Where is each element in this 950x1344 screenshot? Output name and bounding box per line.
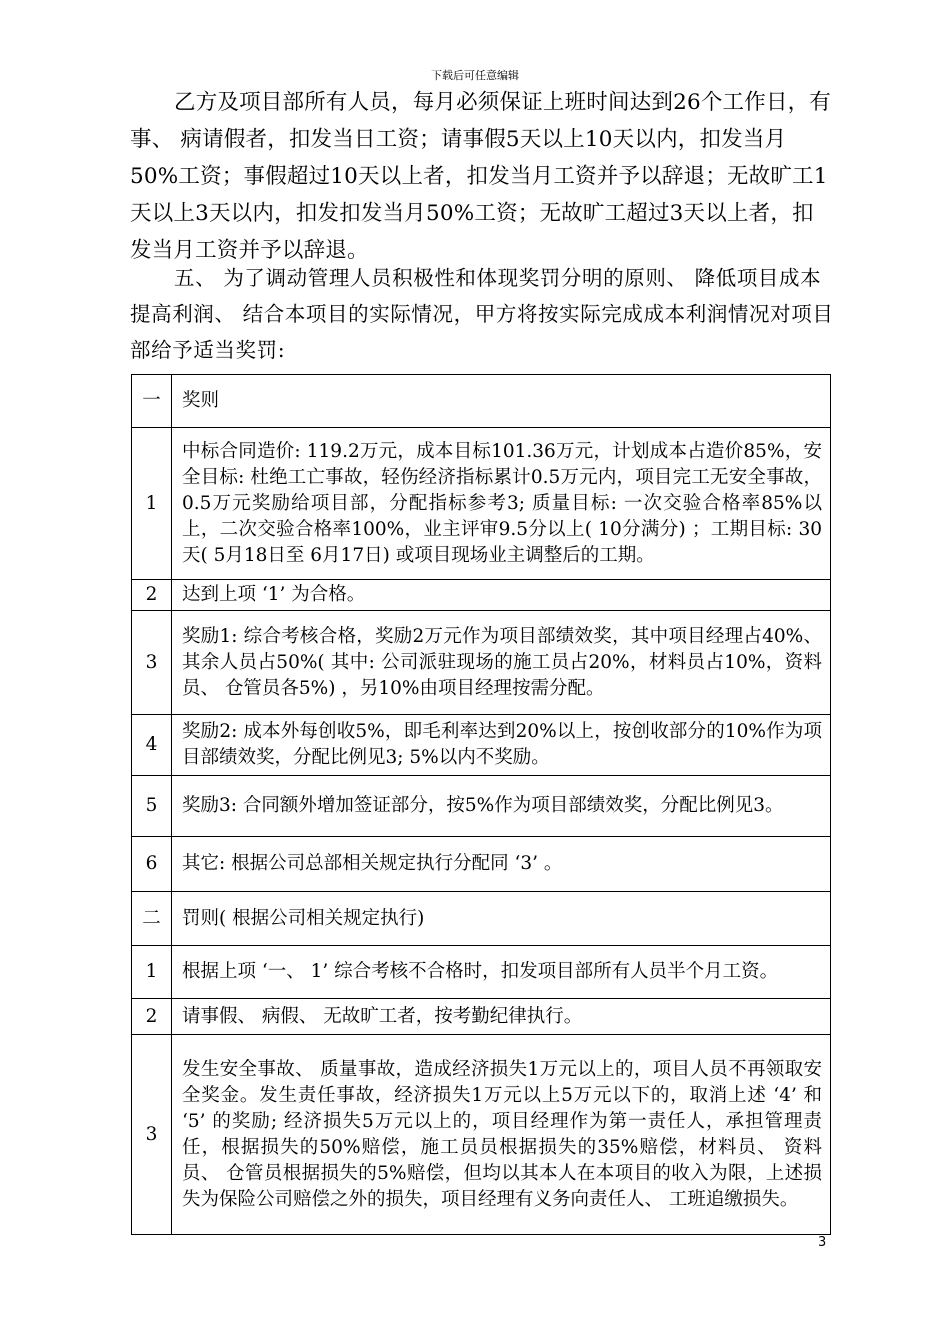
row-text: 达到上项 ‘1’ 为合格。 (172, 580, 831, 611)
table-row (132, 1035, 831, 1235)
row-number: 2 (132, 999, 172, 1035)
table-row (132, 580, 831, 611)
row-number: 3 (132, 611, 172, 715)
row-number: 1 (132, 946, 172, 999)
row-text: 发生安全事故、 质量事故，造成经济损失1万元以上的，项目人员不再领取安全奖金。发生责任事故，经济损失1万元以上5万元以下的，取消上述 ‘4’ 和 ‘5’ 的奖励; 经济损失5万元以上的，项目经理作为第一责任人，承担管理责任，根据损失的50%赔偿，施工员员根据损失的35%赔偿，材料员、 资料员、 仓管员根据损失的5%赔偿，但均以其本人在本项目的收入为限，上述损失为保险公司赔偿之外的损失，项目经理有义务向责任人、 工班追缴损失。 (172, 1035, 831, 1235)
table-row (132, 892, 831, 946)
row-text: 奖励3: 合同额外增加签证部分，按5%作为项目部绩效奖，分配比例见3。 (172, 776, 831, 837)
row-text: 奖则 (172, 375, 831, 428)
row-text: 中标合同造价: 119.2万元，成本目标101.36万元，计划成本占造价85%，安全目标: 杜绝工亡事故，轻伤经济指标累计0.5万元内，项目完工无安全事故，0.5万元奖励给项目部，分配指标参考3; 质量目标: 一次交验合格率85%以上，二次交验合格率100%，业主评审9.5分以上( 10分满分) ；工期目标: 30天( 5月18日至 6月17日) 或项目现场业主调整后的工期。 (172, 428, 831, 580)
row-text: 奖励2: 成本外每创收5%，即毛利率达到20%以上，按创收部分的10%作为项目部绩效奖，分配比例见3; 5%以内不奖励。 (172, 715, 831, 776)
row-number: 二 (132, 892, 172, 946)
rewards-penalties-table (131, 374, 831, 1235)
attendance-paragraph: 乙方及项目部所有人员，每月必须保证上班时间达到26个工作日，有事、 病请假者，扣发当日工资；请事假5天以上10天以内，扣发当月50%工资；事假超过10天以上者，扣发当月工资并予以辞退；无故旷工1天以上3天以内，扣发扣发当月50%工资；无故旷工超过3天以上者，扣发当月工资并予以辞退。 (130, 90, 832, 263)
row-number: 5 (132, 776, 172, 837)
table-row (132, 715, 831, 776)
row-text: 根据上项 ‘一、 1’ 综合考核不合格时，扣发项目部所有人员半个月工资。 (172, 946, 831, 999)
rewards-intro-paragraph: 五、 为了调动管理人员积极性和体现奖罚分明的原则、 降低项目成本提高利润、 结合本项目的实际情况，甲方将按实际完成成本利润情况对项目部给予适当奖罚: (130, 266, 834, 362)
table-row (132, 375, 831, 428)
table-row (132, 776, 831, 837)
row-text: 其它: 根据公司总部相关规定执行分配同 ‘3’ 。 (172, 837, 831, 892)
table-row (132, 611, 831, 715)
row-number: 2 (132, 580, 172, 611)
page-header-note: 下载后可任意编辑 (431, 69, 519, 82)
row-text: 请事假、 病假、 无故旷工者，按考勤纪律执行。 (172, 999, 831, 1035)
table-row (132, 946, 831, 999)
row-number: 一 (132, 375, 172, 428)
row-number: 6 (132, 837, 172, 892)
table-row (132, 999, 831, 1035)
page-number: 3 (818, 1235, 827, 1250)
table-row (132, 837, 831, 892)
row-text: 罚则( 根据公司相关规定执行) (172, 892, 831, 946)
row-number: 1 (132, 428, 172, 580)
table-row (132, 428, 831, 580)
row-number: 3 (132, 1035, 172, 1235)
row-text: 奖励1: 综合考核合格，奖励2万元作为项目部绩效奖，其中项目经理占40%、 其余人员占50%( 其中: 公司派驻现场的施工员占20%，材料员占10%，资料员、 仓管员各5%) ，另10%由项目经理按需分配。 (172, 611, 831, 715)
row-number: 4 (132, 715, 172, 776)
